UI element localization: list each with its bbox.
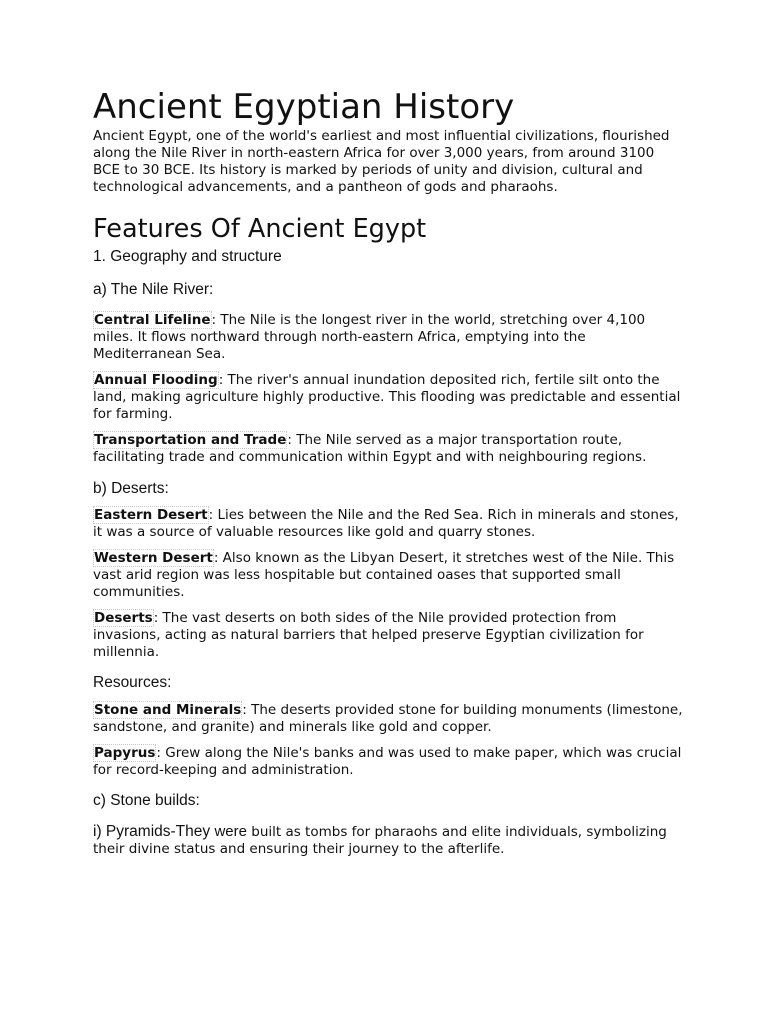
- term-central-lifeline: Central Lifeline: [94, 312, 211, 328]
- document-page: [93, 86, 683, 858]
- item-text: : The Nile is the longest river in the world, stretching over 4,100 miles. It flows northward through north-eastern Africa, emptying into the Mediterranean Sea.: [93, 312, 646, 362]
- term-deserts: Deserts: [94, 610, 153, 626]
- nile-item-annual-flooding: [93, 372, 683, 423]
- nile-heading: a) The Nile River:: [93, 281, 214, 298]
- nile-item-transportation: [93, 432, 683, 466]
- stone-builds-heading: c) Stone builds:: [93, 792, 200, 809]
- term-western-desert: Western Desert: [94, 550, 213, 566]
- item-text: : The river's annual inundation deposited rich, fertile silt onto the land, making agriculture highly productive. This flooding was predictable and essential for farming.: [93, 372, 681, 422]
- nile-item-central-lifeline: [93, 312, 683, 363]
- intro-paragraph: Ancient Egypt, one of the world's earliest and most influential civilizations, flourished along the Nile River in north-eastern Africa for over 3,000 years, from around 3100 BCE to 30 BCE. Its history is marked by periods of unity and division, cultural and technological advancements, and a pantheon of gods and pharaohs.: [93, 128, 670, 195]
- resources-heading: Resources:: [93, 674, 172, 691]
- term-papyrus: Papyrus: [94, 745, 156, 761]
- term-stone-and-minerals: Stone and Minerals: [94, 702, 242, 718]
- item-text: : The deserts provided stone for building monuments (limestone, sandstone, and granite) and minerals like gold and copper.: [93, 702, 683, 735]
- deserts-heading: b) Deserts:: [93, 480, 169, 497]
- term-annual-flooding: Annual Flooding: [94, 372, 218, 388]
- document-title: Ancient Egyptian History: [93, 87, 515, 127]
- desert-item-deserts: [93, 610, 683, 661]
- item-text: : The Nile served as a major transportation route, facilitating trade and communication within Egypt and with neighbouring regions.: [93, 432, 647, 465]
- resource-item-papyrus: [93, 745, 683, 779]
- desert-item-western: [93, 550, 683, 601]
- geography-heading: 1. Geography and structure: [93, 248, 282, 265]
- item-text: : Lies between the Nile and the Red Sea. Rich in minerals and stones, it was a source of valuable resources like gold and quarry stones.: [93, 507, 679, 540]
- pyramids-lead: i) Pyramids-They: [93, 823, 215, 840]
- desert-item-eastern: [93, 507, 683, 541]
- pyramids-text: built as tombs for pharaohs and elite individuals, symbolizing their divine status and ensuring their journey to the afterlife.: [93, 824, 667, 857]
- item-text: : Grew along the Nile's banks and was used to make paper, which was crucial for record-keeping and administration.: [93, 745, 682, 778]
- item-text: : The vast deserts on both sides of the Nile provided protection from invasions, acting as natural barriers that helped preserve Egyptian civilization for millennia.: [93, 610, 644, 660]
- pyramids-were: were: [214, 823, 247, 840]
- features-heading: Features Of Ancient Egypt: [93, 214, 427, 244]
- pyramids-paragraph: [93, 823, 683, 858]
- resource-item-stone: [93, 702, 683, 736]
- term-eastern-desert: Eastern Desert: [94, 507, 208, 523]
- term-transportation-and-trade: Transportation and Trade: [94, 432, 287, 448]
- item-text: : Also known as the Libyan Desert, it stretches west of the Nile. This vast arid region was less hospitable but contained oases that supported small communities.: [93, 550, 675, 600]
